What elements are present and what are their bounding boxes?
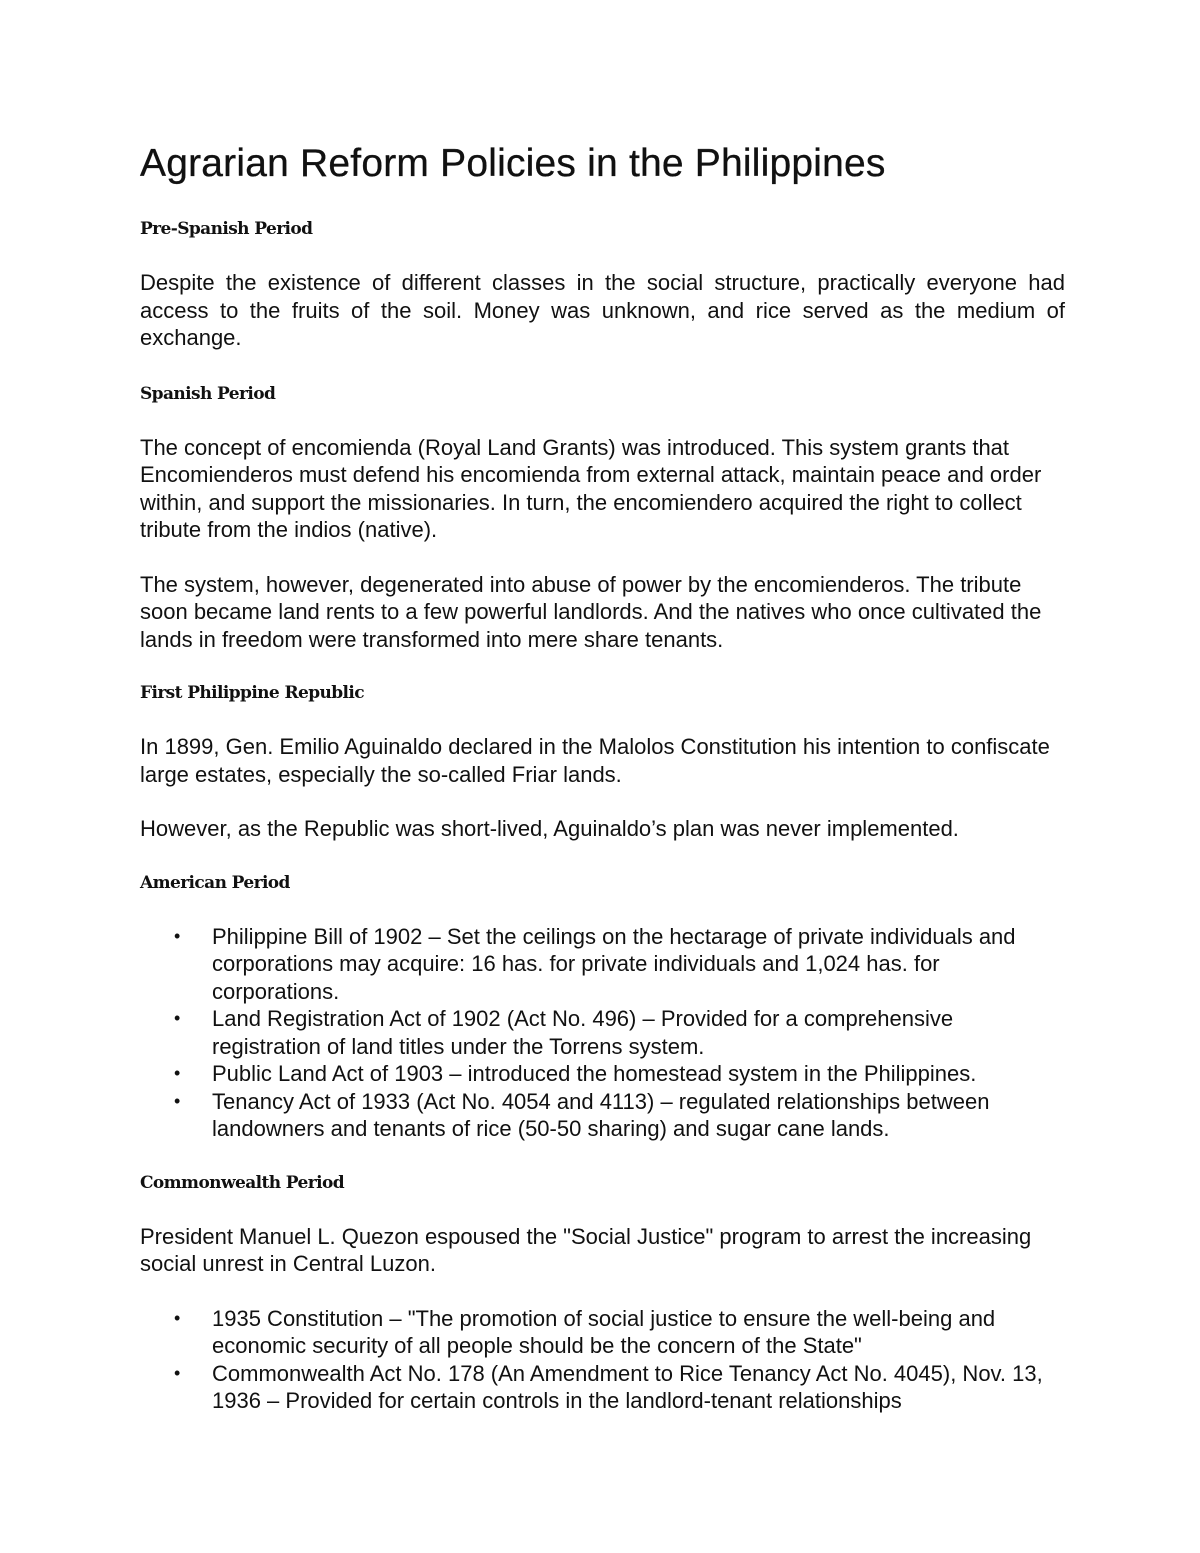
heading-american-period: American Period xyxy=(140,872,290,893)
bullet-icon: • xyxy=(174,1090,181,1111)
paragraph-spanish-abuse: The system, however, degenerated into abuse of power by the encomienderos. The tribute soon became land rents to a few powerful landlords. And the natives who once cultivated the lands in freedom were transformed into mere share tenants. xyxy=(140,571,1042,652)
list-item xyxy=(140,1088,1065,1143)
paragraph-republic-short-lived: However, as the Republic was short-lived, Aguinaldo’s plan was never implemented. xyxy=(140,816,959,841)
list-item xyxy=(140,1005,1065,1060)
paragraph-pre-spanish: Despite the existence of different classes in the social structure, practically everyone had access to the fruits of the soil. Money was unknown, and rice served as the medium of exchange. xyxy=(140,270,1065,350)
list-item xyxy=(140,1305,1065,1360)
list-item xyxy=(140,1060,1065,1088)
bullet-icon: • xyxy=(174,925,181,946)
document-title: Agrarian Reform Policies in the Philippines xyxy=(140,142,886,185)
heading-commonwealth-period: Commonwealth Period xyxy=(140,1172,344,1193)
paragraph-malolos-constitution: In 1899, Gen. Emilio Aguinaldo declared in the Malolos Constitution his intention to confiscate large estates, especially the so-called Friar lands. xyxy=(140,734,1050,787)
bullet-icon: • xyxy=(174,1063,181,1083)
paragraph-social-justice: President Manuel L. Quezon espoused the "Social Justice" program to arrest the increasing social unrest in Central Luzon. xyxy=(140,1223,1032,1276)
bullet-icon: • xyxy=(174,1362,181,1383)
heading-pre-spanish-period: Pre-Spanish Period xyxy=(140,219,313,239)
list-item-text: 1935 Constitution – "The promotion of social justice to ensure the well-being and economic security of all people should be the concern of the State" xyxy=(212,1305,996,1358)
list-item-text: Philippine Bill of 1902 – Set the ceilings on the hectarage of private individuals and corporations may acquire: 16 has. for private individuals and 1,024 has. for corporations. xyxy=(212,923,1016,1004)
heading-first-philippine-republic: First Philippine Republic xyxy=(140,683,365,703)
bullet-icon: • xyxy=(174,1008,181,1028)
commonwealth-period-list xyxy=(140,1305,1065,1415)
heading-spanish-period: Spanish Period xyxy=(140,383,276,404)
bullet-icon: • xyxy=(174,1307,181,1328)
list-item xyxy=(140,923,1065,1006)
list-item-text: Public Land Act of 1903 – introduced the homestead system in the Philippines. xyxy=(212,1061,977,1086)
list-item-text: Tenancy Act of 1933 (Act No. 4054 and 4113) – regulated relationships between landowners and tenants of rice (50-50 sharing) and sugar cane lands. xyxy=(212,1088,990,1141)
list-item-text: Land Registration Act of 1902 (Act No. 496) – Provided for a comprehensive registration of land titles under the Torrens system. xyxy=(212,1006,954,1059)
list-item xyxy=(140,1360,1065,1415)
american-period-list xyxy=(140,923,1065,1143)
paragraph-spanish-encomienda: The concept of encomienda (Royal Land Grants) was introduced. This system grants that Encomienderos must defend his encomienda from external attack, maintain peace and order within, and support the missionaries. In turn, the encomiendero acquired the right to collect tribute from the indios (native). xyxy=(140,434,1042,542)
document-page xyxy=(140,140,1065,1415)
list-item-text: Commonwealth Act No. 178 (An Amendment to Rice Tenancy Act No. 4045), Nov. 13, 1936 – Provided for certain controls in the landlord-tenant relationships xyxy=(212,1360,1043,1413)
